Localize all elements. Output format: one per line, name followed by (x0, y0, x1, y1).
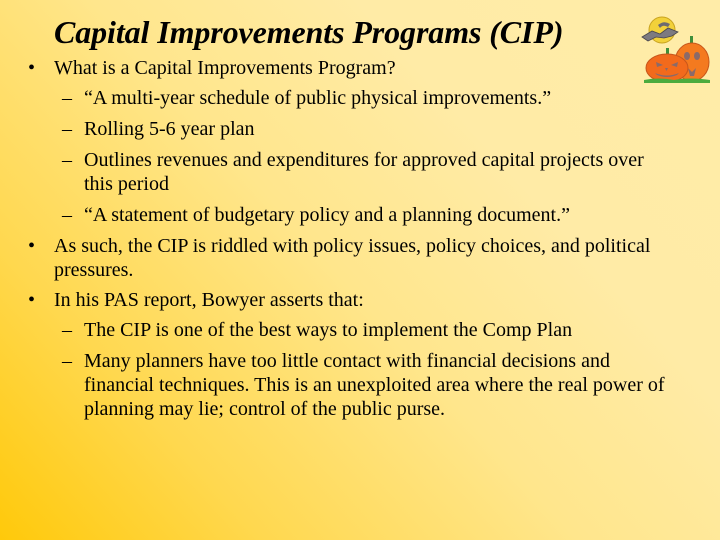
sub-bullet-item (0, 86, 684, 110)
dash-icon: – (62, 204, 72, 226)
dash-icon: – (62, 87, 72, 109)
bullet-item (0, 56, 694, 80)
sub-bullet-item (0, 117, 684, 141)
bullet-text: In his PAS report, Bowyer asserts that: (54, 289, 364, 311)
bullet-text: As such, the CIP is riddled with policy issues, policy choices, and political pressures. (54, 235, 651, 281)
sub-bullet-text: The CIP is one of the best ways to implement the Comp Plan (84, 319, 573, 341)
bullet-icon: • (28, 57, 36, 79)
dash-icon: – (62, 350, 72, 372)
bullet-item (0, 234, 654, 282)
dash-icon: – (62, 319, 72, 341)
sub-bullet-item (0, 203, 684, 227)
slide-body (0, 56, 720, 428)
dash-icon: – (62, 118, 72, 140)
bullet-icon: • (28, 289, 36, 311)
sub-bullet-text: Many planners have too little contact with financial decisions and financial techniques. This is an unexploited area where the real power of planning may lie; control of the public purse. (84, 350, 665, 420)
bullet-text: What is a Capital Improvements Program? (54, 57, 396, 79)
sub-bullet-text: “A multi-year schedule of public physical improvements.” (84, 87, 552, 109)
dash-icon: – (62, 149, 72, 171)
sub-bullet-text: “A statement of budgetary policy and a planning document.” (84, 204, 570, 226)
sub-bullet-item (0, 148, 644, 196)
sub-bullet-item (0, 318, 684, 342)
sub-bullet-item (0, 349, 684, 421)
slide-title: Capital Improvements Programs (CIP) (54, 14, 564, 50)
bullet-icon: • (28, 235, 36, 257)
sub-bullet-text: Rolling 5-6 year plan (84, 118, 255, 140)
bullet-item (0, 288, 694, 312)
sub-bullet-text: Outlines revenues and expenditures for approved capital projects over this period (84, 149, 644, 195)
